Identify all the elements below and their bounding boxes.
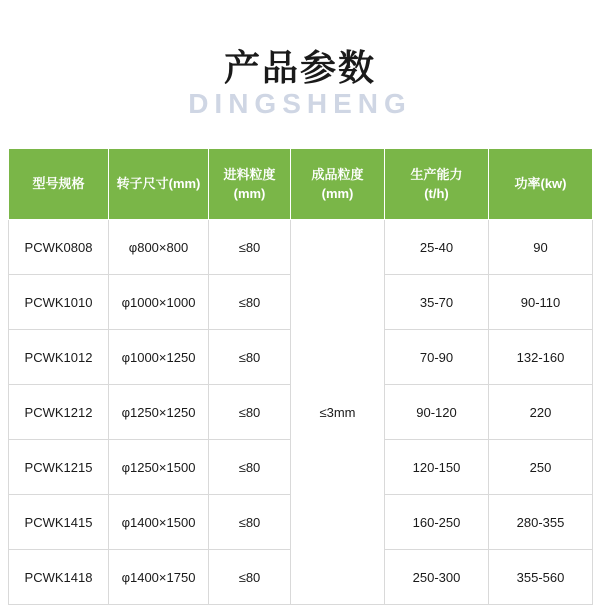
column-header-feed-size-line2: (mm) xyxy=(233,186,266,201)
cell-model: PCWK1010 xyxy=(9,275,109,330)
cell-power: 355-560 xyxy=(489,550,593,605)
cell-model: PCWK1012 xyxy=(9,330,109,385)
column-header-capacity-line1: 生产能力 xyxy=(410,166,463,182)
cell-power: 90 xyxy=(489,220,593,275)
brand-watermark: DINGSHENG xyxy=(188,88,412,119)
cell-product-size-merged: ≤3mm xyxy=(291,220,385,605)
cell-feed: ≤80 xyxy=(209,385,291,440)
column-header-power-line1: 功率(kw) xyxy=(514,176,567,192)
table-header xyxy=(9,149,593,220)
cell-model: PCWK0808 xyxy=(9,220,109,275)
cell-capacity: 120-150 xyxy=(385,440,489,495)
cell-feed: ≤80 xyxy=(209,330,291,385)
cell-rotor: φ1250×1250 xyxy=(109,385,209,440)
column-header-feed-size xyxy=(209,149,291,220)
column-header-capacity xyxy=(385,149,489,220)
column-header-product-size-line1: 成品粒度 xyxy=(311,166,364,182)
cell-capacity: 90-120 xyxy=(385,385,489,440)
column-header-rotor-size-line1: 转子尺寸(mm) xyxy=(116,176,201,192)
cell-power: 220 xyxy=(489,385,593,440)
cell-rotor: φ1250×1500 xyxy=(109,440,209,495)
cell-power: 132-160 xyxy=(489,330,593,385)
cell-model: PCWK1415 xyxy=(9,495,109,550)
cell-model: PCWK1212 xyxy=(9,385,109,440)
cell-feed: ≤80 xyxy=(209,275,291,330)
cell-feed: ≤80 xyxy=(209,550,291,605)
column-header-rotor-size xyxy=(109,149,209,220)
parameters-table xyxy=(8,148,593,605)
parameters-table-container xyxy=(8,148,592,605)
page-title: 产品参数 xyxy=(223,47,376,88)
cell-rotor: φ1400×1500 xyxy=(109,495,209,550)
cell-model: PCWK1215 xyxy=(9,440,109,495)
cell-rotor: φ1000×1000 xyxy=(109,275,209,330)
column-header-model xyxy=(9,149,109,220)
table-row xyxy=(9,220,593,275)
cell-feed: ≤80 xyxy=(209,495,291,550)
cell-capacity: 35-70 xyxy=(385,275,489,330)
cell-power: 90-110 xyxy=(489,275,593,330)
cell-feed: ≤80 xyxy=(209,220,291,275)
column-header-product-size-line2: (mm) xyxy=(321,186,354,201)
cell-capacity: 160-250 xyxy=(385,495,489,550)
cell-rotor: φ1400×1750 xyxy=(109,550,209,605)
cell-model: PCWK1418 xyxy=(9,550,109,605)
column-header-product-size xyxy=(291,149,385,220)
table-body xyxy=(9,220,593,605)
column-header-model-line1: 型号规格 xyxy=(32,176,85,192)
column-header-feed-size-line1: 进料粒度 xyxy=(223,166,276,182)
cell-capacity: 70-90 xyxy=(385,330,489,385)
cell-feed: ≤80 xyxy=(209,440,291,495)
cell-rotor: φ1000×1250 xyxy=(109,330,209,385)
cell-capacity: 25-40 xyxy=(385,220,489,275)
table-header-row xyxy=(9,149,593,220)
cell-rotor: φ800×800 xyxy=(109,220,209,275)
cell-capacity: 250-300 xyxy=(385,550,489,605)
column-header-power xyxy=(489,149,593,220)
cell-power: 250 xyxy=(489,440,593,495)
column-header-capacity-line2: (t/h) xyxy=(424,186,449,201)
cell-power: 280-355 xyxy=(489,495,593,550)
